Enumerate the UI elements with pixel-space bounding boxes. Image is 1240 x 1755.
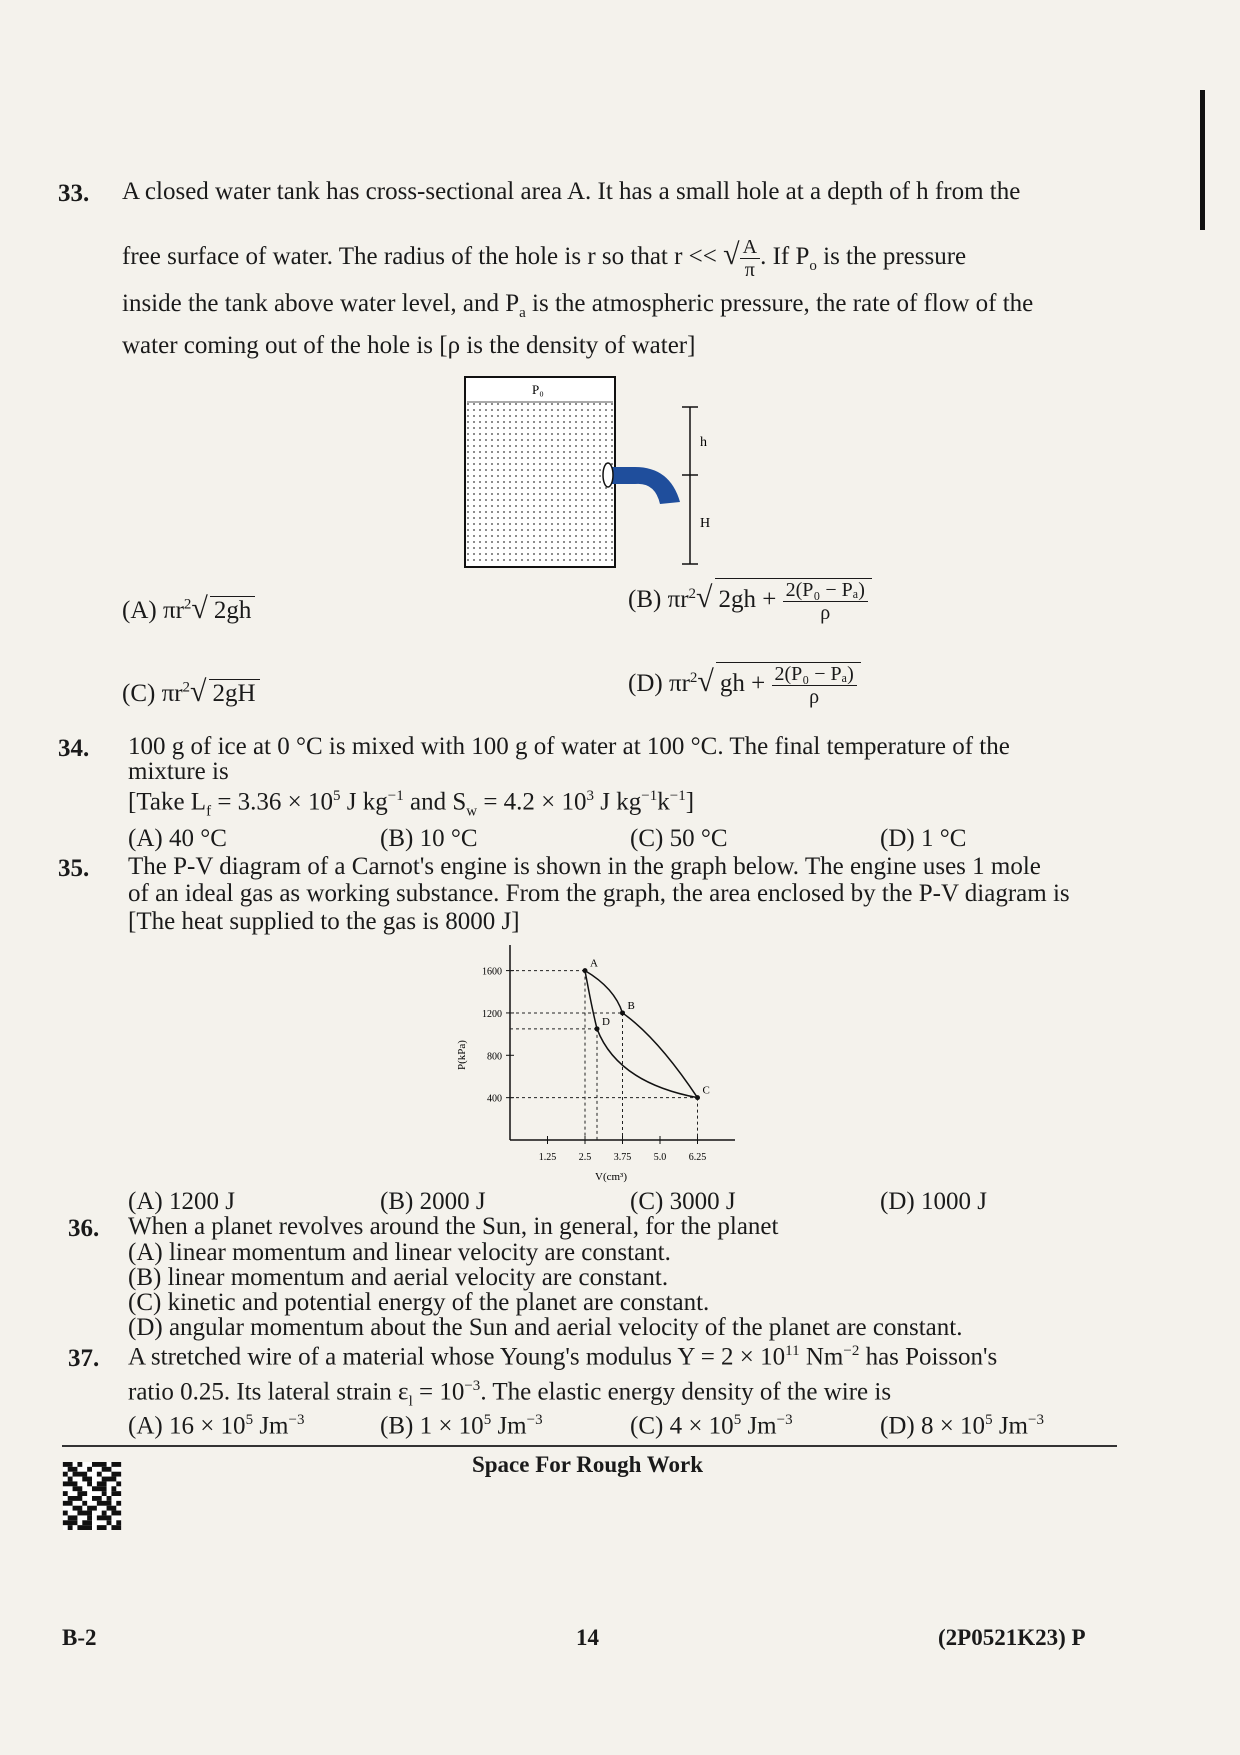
option-d[interactable]: (D) 1 °C [880, 825, 967, 852]
option-a[interactable]: (A) 1200 J [128, 1188, 235, 1215]
x-tick-label: 1.25 [538, 1152, 557, 1163]
fraction: $\frac{\text{2(P₀ − Pₐ)}}{\rho}$ [772, 663, 857, 708]
question-text: [Take $L_f = 3.36 \times 10^5$ J $kg^{-1}$ and $S_w = 4.2 \times 10^3$ J $kg^{-1}k^{-1}$] [128, 788, 695, 820]
x-tick-label: 2.5 [578, 1152, 592, 1163]
question-text: When a planet revolves around the Sun, in general, for the planet [128, 1213, 779, 1240]
option-c[interactable]: (C) $\pi r^2√$ 2gH [122, 675, 260, 709]
option-d[interactable]: (D) $\pi r^2√$ gh + $\frac{\text{2(P₀ − Pₐ)}}{\rho}$ [628, 662, 861, 708]
pressure-label: P₀ [532, 382, 544, 397]
rough-work-heading: Space For Rough Work [471, 1452, 704, 1477]
question-text: [The heat supplied to the gas is 8000 J] [128, 908, 520, 935]
qr-code-icon [62, 1462, 122, 1530]
divider [62, 1445, 1117, 1447]
question-text: A stretched wire of a material whose Young's modulus $Y = 2 \times 10^{11}$ $Nm^{-2}$ has Poisson's [128, 1343, 998, 1371]
h-label: h [700, 435, 707, 450]
question-number: 33. [58, 180, 90, 207]
x-tick-label: 5.0 [653, 1152, 667, 1163]
x-tick-label: 3.75 [613, 1152, 632, 1163]
option-c[interactable]: (C) 50 °C [630, 825, 728, 852]
y-axis-label: P(kPa) [456, 1040, 468, 1070]
question-text: water coming out of the hole is [ρ is the density of water] [122, 332, 696, 359]
point-label: A [590, 957, 598, 970]
x-tick-label: 6.25 [688, 1152, 707, 1163]
y-tick-label: 1600 [482, 966, 502, 978]
point-label: D [602, 1015, 610, 1028]
question-number: 35. [58, 855, 90, 882]
question-number: 34. [58, 735, 90, 762]
option-c[interactable]: (C) 3000 J [630, 1188, 736, 1215]
option-b[interactable]: (B) 2000 J [380, 1188, 486, 1215]
question-number: 37. [68, 1345, 100, 1372]
option-a[interactable]: (A) linear momentum and linear velocity are constant. [128, 1239, 671, 1266]
data-point [583, 968, 588, 973]
option-b[interactable]: (B) 10 °C [380, 825, 478, 852]
option-d[interactable]: (D) angular momentum about the Sun and aerial velocity of the planet are constant. [128, 1314, 963, 1341]
option-b[interactable]: (B) linear momentum and aerial velocity are constant. [128, 1264, 669, 1291]
option-b[interactable]: (B) $1 \times 10^5$ $Jm^{-3}$ [380, 1412, 543, 1440]
point-label: B [627, 999, 635, 1012]
option-d[interactable]: (D) 1000 J [880, 1188, 987, 1215]
y-tick-label: 1200 [482, 1008, 502, 1020]
y-tick-label: 400 [487, 1093, 502, 1105]
option-d[interactable]: (D) $8 \times 10^5$ $Jm^{-3}$ [880, 1412, 1044, 1440]
page-number: 14 [576, 1625, 599, 1650]
data-point [595, 1026, 600, 1031]
tank-figure [460, 372, 720, 577]
option-a[interactable]: (A) 40 °C [128, 825, 227, 852]
hole [603, 463, 613, 487]
fraction: $\frac{A}{\pi}$ [740, 236, 760, 281]
y-tick-label: 800 [487, 1051, 502, 1063]
water-jet [605, 467, 680, 504]
question-text: 100 g of ice at 0 °C is mixed with 100 g of water at 100 °C. The final temperature of the [128, 733, 1010, 760]
footer-booklet-code: B-2 [62, 1625, 97, 1650]
option-b[interactable]: (B) $\pi r^2√$ 2gh + $\frac{\text{2(P₀ − Pₐ)}}{\rho}$ [628, 578, 872, 624]
data-point [695, 1095, 700, 1100]
question-number: 36. [68, 1215, 100, 1242]
option-c[interactable]: (C) kinetic and potential energy of the planet are constant. [128, 1289, 710, 1316]
x-axis-label: V(cm³) [595, 1171, 628, 1183]
option-c[interactable]: (C) $4 \times 10^5$ $Jm^{-3}$ [630, 1412, 793, 1440]
pv-diagram [430, 935, 750, 1185]
option-a[interactable]: (A) $16 \times 10^5$ $Jm^{-3}$ [128, 1412, 305, 1440]
question-text: free surface of water. The radius of the hole is r so that r << √ $\frac{A}{\pi}$ . If $P_o$ is the pressure [122, 236, 967, 281]
question-text: A closed water tank has cross-sectional area A. It has a small hole at a depth of h from the [122, 178, 1021, 205]
point-label: C [702, 1084, 710, 1097]
question-text: The P-V diagram of a Carnot's engine is shown in the graph below. The engine uses 1 mole [128, 853, 1041, 880]
question-text: ratio 0.25. Its lateral strain $\varepsilon_l = 10^{-3}$. The elastic energy density of the wire is [128, 1378, 892, 1410]
margin-bar [1200, 90, 1205, 230]
fraction: $\frac{\text{2(P₀ − Pₐ)}}{\rho}$ [783, 579, 868, 624]
question-text: mixture is [128, 758, 229, 785]
option-a[interactable]: (A) $\pi r^2√$ 2gh [122, 592, 255, 626]
footer-paper-code: (2P0521K23) P [938, 1625, 1086, 1650]
curve-adc [585, 971, 698, 1098]
data-point [620, 1010, 625, 1015]
water-body [467, 402, 613, 565]
question-text: inside the tank above water level, and $P_a$ is the atmospheric pressure, the rate of flow of the [122, 290, 1034, 321]
question-text: of an ideal gas as working substance. From the graph, the area enclosed by the P-V diagram is [128, 880, 1070, 907]
H-label: H [700, 516, 711, 531]
